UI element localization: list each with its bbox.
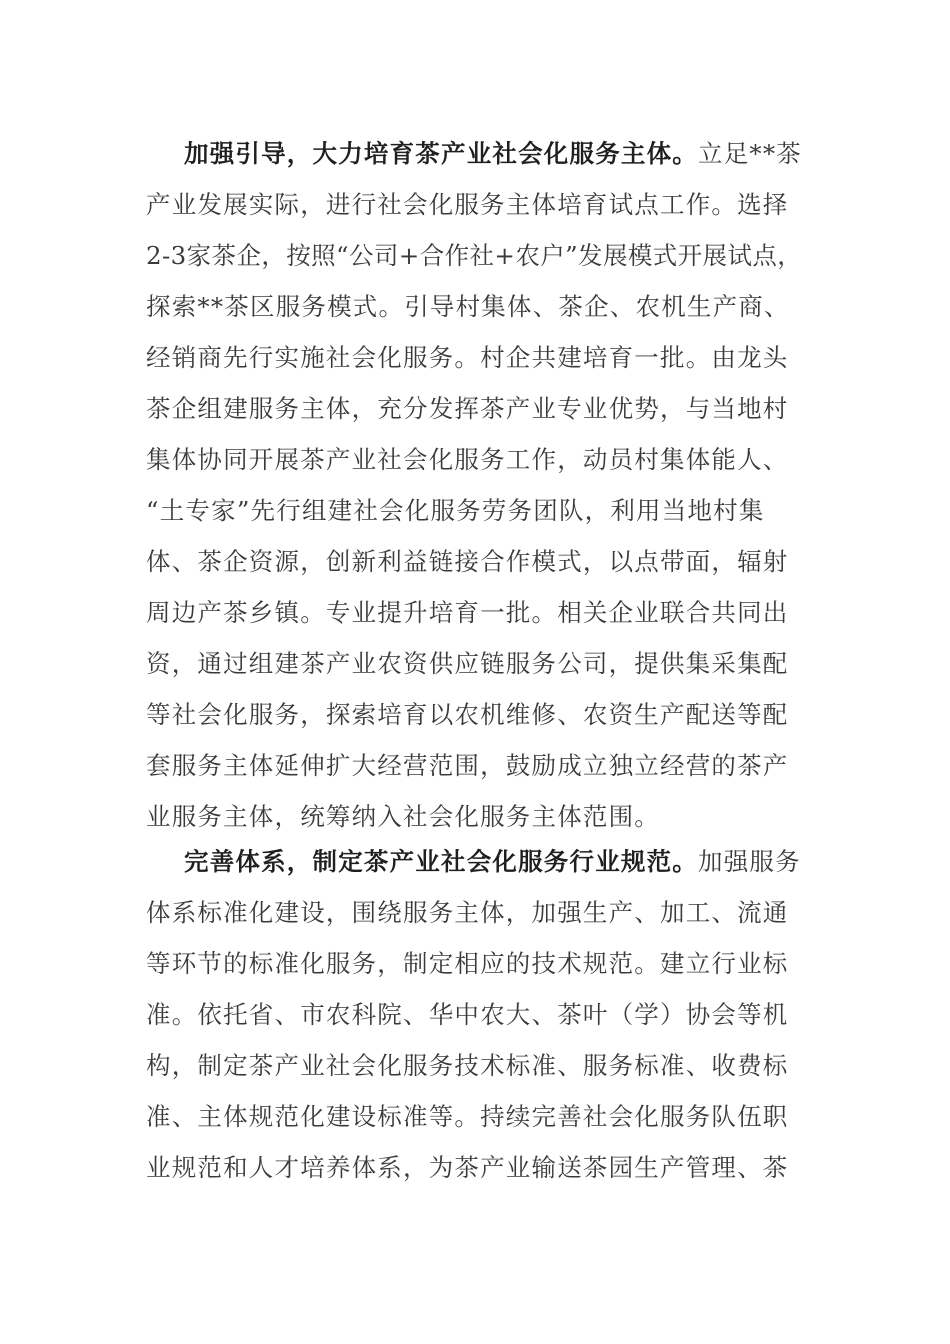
paragraph-line: 构，制定茶产业社会化服务技术标准、服务标准、收费标 bbox=[146, 1051, 789, 1080]
paragraph-line: 探索**茶区服务模式。引导村集体、茶企、农机生产商、 bbox=[146, 292, 790, 321]
paragraph-line: 业规范和人才培养体系，为茶产业输送茶园生产管理、茶 bbox=[146, 1153, 789, 1182]
paragraph-line: 体系标准化建设，围绕服务主体，加强生产、加工、流通 bbox=[146, 898, 789, 927]
paragraph-line: 等环节的标准化服务，制定相应的技术规范。建立行业标 bbox=[146, 949, 789, 978]
paragraph-line: 产业发展实际，进行社会化服务主体培育试点工作。选择 bbox=[146, 190, 789, 219]
paragraph-line: “土专家”先行组建社会化服务劳务团队，利用当地村集 bbox=[146, 496, 765, 525]
paragraph-first-line bbox=[146, 128, 836, 179]
paragraph-cultivate-service-entities bbox=[146, 128, 836, 842]
paragraph-lead-heading: 加强引导，大力培育茶产业社会化服务主体。 bbox=[184, 139, 698, 168]
paragraph-line: 2-3家茶企，按照“公司+合作社+农户”发展模式开展试点， bbox=[146, 241, 803, 270]
paragraph-line: 准。依托省、市农科院、华中农大、茶叶（学）协会等机 bbox=[146, 1000, 789, 1029]
paragraph-line: 准、主体规范化建设标准等。持续完善社会化服务队伍职 bbox=[146, 1102, 789, 1131]
paragraph-text: 加强服务 bbox=[698, 847, 801, 876]
paragraph-text: 立足**茶 bbox=[698, 139, 802, 168]
paragraph-line: 周边产茶乡镇。专业提升培育一批。相关企业联合共同出 bbox=[146, 598, 789, 627]
paragraph-industry-standards bbox=[146, 836, 836, 1193]
paragraph-line: 业服务主体，统筹纳入社会化服务主体范围。 bbox=[146, 802, 660, 831]
paragraph-line: 集体协同开展茶产业社会化服务工作，动员村集体能人、 bbox=[146, 445, 789, 474]
paragraph-line: 等社会化服务，探索培育以农机维修、农资生产配送等配 bbox=[146, 700, 789, 729]
paragraph-line: 资，通过组建茶产业农资供应链服务公司，提供集采集配 bbox=[146, 649, 789, 678]
paragraph-line: 经销商先行实施社会化服务。村企共建培育一批。由龙头 bbox=[146, 343, 789, 372]
paragraph-lead-heading: 完善体系，制定茶产业社会化服务行业规范。 bbox=[184, 847, 698, 876]
paragraph-first-line bbox=[146, 836, 836, 887]
paragraph-line: 茶企组建服务主体，充分发挥茶产业专业优势，与当地村 bbox=[146, 394, 789, 423]
paragraph-line: 体、茶企资源，创新利益链接合作模式，以点带面，辐射 bbox=[146, 547, 789, 576]
paragraph-line: 套服务主体延伸扩大经营范围，鼓励成立独立经营的茶产 bbox=[146, 751, 789, 780]
